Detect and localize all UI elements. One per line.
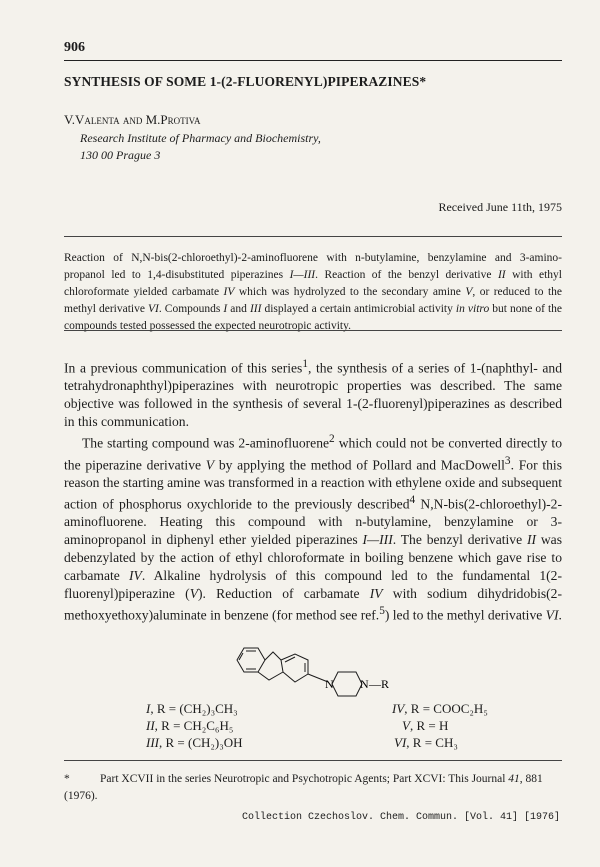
paragraph-2: The starting compound was 2-aminofluorene$^2$ which could not be converted directly to the piperazine derivative V by applying the method of Pollard and MacDowell$^3$. For this reason the starting amine was transformed in a reaction with ethylene oxide and subsequent action of phosphorus oxychloride to the previously described$^4$ N,N-bis(2-chloroethyl)-2-aminofluorene. Heating this compound with n-butylamine, benzylamine or 3-aminopropanol in diphenyl ether yielded piperazines I—III. The benzyl derivative II was debenzylated by the action of ethyl chloroformate in boiling benzene which gave rise to carbamate IV. Alkaline hydrolysis of this compound led to the fundamental 1(2-fluorenyl)piperazine (V). Reduction of carbamate IV with sodium dihydridobis(2-methoxyethoxy)aluminate in benzene (for method see ref.$^5$) led to the methyl derivative VI.: [64, 433, 562, 623]
nitrogen-1-label: N: [325, 677, 334, 691]
journal-footer: Collection Czechoslov. Chem. Commun. [Vol. 41] [1976]: [241, 812, 560, 823]
page-number: 906: [64, 40, 85, 55]
abstract-bottom-rule: [64, 330, 562, 331]
compound-list-left: [146, 700, 243, 751]
header-rule: [64, 60, 562, 61]
compound-III: III, R = (CH₂)₃OH: [146, 735, 243, 750]
compound-VI: VI, R = CH₃: [394, 735, 458, 750]
fluorenyl-piperazine-structure: [228, 642, 418, 704]
five-ring-bottom: [258, 672, 283, 680]
abstract: Reaction of N,N-bis(2-chloroethyl)-2-aminofluorene with n-butylamine, benzylamine and 3-amino-propanol led to 1,4-disubstituted piperazines I—III. Reaction of the benzyl derivative II with ethyl chloroformate yielded carbamate IV which was hydrolyzed to the secondary amine V, or reduced to the methyl derivative VI. Compounds I and III displayed a certain antimicrobial activity in vitro but none of the compounds tested possessed the expected neurotropic activity.: [64, 252, 563, 332]
affiliation: [80, 130, 321, 164]
affiliation-line-2: 130 00 Prague 3: [80, 148, 161, 162]
piperazine-ring: [332, 672, 362, 696]
benzene-ring-right: [281, 654, 308, 682]
five-ring-top: [265, 652, 281, 660]
nitrogen-4-label: N: [360, 677, 369, 691]
body-text: [64, 356, 562, 624]
affiliation-line-1: Research Institute of Pharmacy and Biochemistry,: [80, 131, 321, 145]
footnote-rule: [64, 760, 562, 761]
received-date: Received June 11th, 1975: [438, 200, 562, 214]
compound-list-right: [392, 700, 488, 751]
compound-V: V, R = H: [402, 718, 449, 733]
article-title: SYNTHESIS OF SOME 1-(2-FLUORENYL)PIPERAZINES*: [64, 74, 427, 89]
paragraph-1: In a previous communication of this series$^1$, the synthesis of a series of 1-(naphthyl- and tetrahydronaphthyl)piperazines with neurotropic properties was described. The same objective was followed in the synthesis of several 1-(2-fluorenyl)piperazines as described in this communication.: [64, 358, 562, 430]
abstract-top-rule: [64, 236, 562, 237]
compound-IV: IV, R = COOC₂H₅: [392, 701, 488, 716]
compound-I: I, R = (CH₂)₃CH₃: [146, 701, 238, 716]
benzene-ring-left: [237, 648, 265, 672]
authors: V.Valenta and M.Protiva: [64, 112, 201, 127]
substituent-label: —R: [369, 677, 390, 691]
footnote: * Part XCVII in the series Neurotropic and Psychotropic Agents; Part XCVI: This Journal 41, 881 (1976).: [64, 773, 543, 802]
compound-II: II, R = CH₂C₆H₅: [146, 718, 234, 733]
